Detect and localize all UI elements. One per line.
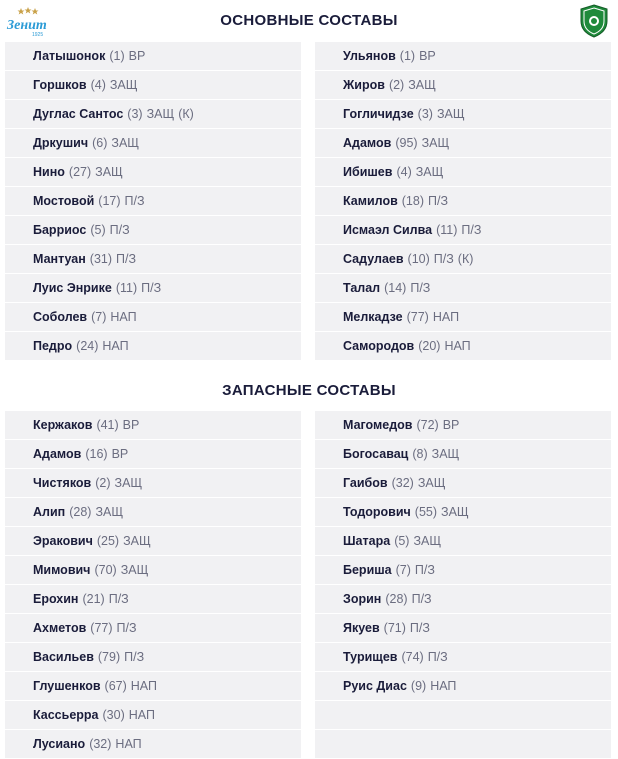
- captain-badge: (К): [457, 252, 474, 266]
- player-number: (3): [127, 107, 143, 121]
- player-row: [315, 614, 611, 642]
- player-position: ВР: [442, 418, 460, 432]
- player-number: (74): [401, 650, 424, 664]
- player-number: (10): [407, 252, 430, 266]
- player-name: Нино: [33, 165, 65, 179]
- player-number: (1): [109, 49, 125, 63]
- player-position: НАП: [110, 310, 137, 324]
- player-name: Алип: [33, 505, 66, 519]
- player-position: ЗАЩ: [441, 505, 469, 519]
- player-number: (32): [391, 476, 414, 490]
- player-number: (6): [92, 136, 108, 150]
- player-name: Талал: [343, 281, 381, 295]
- player-row: [315, 71, 611, 99]
- player-number: (9): [410, 679, 427, 693]
- player-number: (77): [90, 621, 113, 635]
- player-number: (5): [394, 534, 410, 548]
- zenit-logo-text: Зенит: [7, 18, 47, 33]
- player-number: (67): [104, 679, 127, 693]
- player-name: Адамов: [343, 136, 392, 150]
- player-position: ЗАЩ: [114, 476, 143, 490]
- player-position: ВР: [122, 418, 140, 432]
- player-number: (3): [417, 107, 433, 121]
- player-row: [315, 498, 611, 526]
- player-number: (16): [85, 447, 108, 461]
- player-number: (79): [97, 650, 121, 664]
- player-position: ВР: [419, 49, 436, 63]
- zenit-logo-year: 1925: [32, 32, 44, 38]
- player-position: П/З: [141, 281, 162, 295]
- player-position: ЗАЩ: [413, 534, 442, 548]
- player-position: ЗАЩ: [123, 534, 151, 548]
- player-name: Шатара: [343, 534, 391, 548]
- player-name: Магомедов: [343, 418, 413, 432]
- player-row: [315, 42, 611, 70]
- home-starting-list: [5, 42, 301, 361]
- player-position: П/З: [461, 223, 482, 237]
- player-position: П/З: [109, 223, 130, 237]
- player-number: (4): [396, 165, 412, 179]
- player-number: (14): [384, 281, 407, 295]
- player-name: Дуглас Сантос: [33, 107, 124, 121]
- player-position: ЗАЩ: [436, 107, 465, 121]
- player-position: НАП: [130, 679, 157, 693]
- player-position: П/З: [427, 650, 448, 664]
- player-position: ЗАЩ: [109, 78, 138, 92]
- player-number: (77): [406, 310, 429, 324]
- player-number: (18): [401, 194, 424, 208]
- player-position: НАП: [102, 339, 129, 353]
- player-position: НАП: [128, 708, 155, 722]
- captain-badge: (К): [178, 107, 194, 121]
- player-row: [5, 274, 301, 302]
- player-number: (5): [90, 223, 106, 237]
- player-row: [5, 469, 301, 497]
- player-name: Садулаев: [343, 252, 404, 266]
- player-row: [5, 643, 301, 671]
- player-name: Жиров: [343, 78, 385, 92]
- player-row: [5, 42, 301, 70]
- player-name: Кержаков: [33, 418, 93, 432]
- lineups-header: [0, 0, 618, 42]
- player-number: (24): [76, 339, 99, 353]
- player-number: (20): [418, 339, 441, 353]
- player-position: ЗАЩ: [120, 563, 149, 577]
- home-bench-list: [5, 411, 301, 759]
- player-position: НАП: [430, 679, 457, 693]
- player-name: Чистяков: [33, 476, 92, 490]
- player-position: ЗАЩ: [95, 505, 124, 519]
- player-number: (72): [416, 418, 439, 432]
- player-row: [5, 187, 301, 215]
- player-row: [5, 129, 301, 157]
- player-row: [315, 245, 611, 273]
- player-name: Ульянов: [343, 49, 396, 63]
- player-position: ВР: [128, 49, 146, 63]
- player-row: [5, 303, 301, 331]
- player-row: [315, 100, 611, 128]
- player-position: ЗАЩ: [417, 476, 446, 490]
- player-name: Мелкадзе: [343, 310, 403, 324]
- player-name: Соболев: [33, 310, 88, 324]
- akhmat-crest-icon: [579, 4, 609, 38]
- player-row: [315, 672, 611, 700]
- player-row: [5, 245, 301, 273]
- player-name: Мимович: [33, 563, 91, 577]
- player-number: (41): [96, 418, 119, 432]
- player-row: [5, 440, 301, 468]
- player-position: ЗАЩ: [408, 78, 436, 92]
- player-number: (25): [96, 534, 120, 548]
- player-position: П/З: [414, 563, 435, 577]
- player-name: Якуев: [343, 621, 380, 635]
- player-name: Педро: [33, 339, 73, 353]
- player-name: Латышонок: [33, 49, 106, 63]
- player-name: Богосавац: [343, 447, 409, 461]
- player-name: Камилов: [343, 194, 398, 208]
- player-number: (55): [414, 505, 438, 519]
- player-number: (11): [115, 281, 138, 295]
- player-name: Мантуан: [33, 252, 86, 266]
- player-number: (70): [94, 563, 117, 577]
- player-name: Ерохин: [33, 592, 79, 606]
- player-row: [315, 158, 611, 186]
- player-number: (31): [89, 252, 113, 266]
- player-row: [5, 701, 301, 729]
- player-position: П/З: [409, 621, 430, 635]
- player-name: Эракович: [33, 534, 93, 548]
- player-name: Ахметов: [33, 621, 87, 635]
- player-name: Барриос: [33, 223, 87, 237]
- player-number: (1): [399, 49, 416, 63]
- player-name: Гогличидзе: [343, 107, 414, 121]
- player-position: П/З: [116, 621, 137, 635]
- player-name: Луис Энрике: [33, 281, 112, 295]
- player-row: [5, 672, 301, 700]
- player-position: НАП: [432, 310, 460, 324]
- player-row: [5, 71, 301, 99]
- player-row: [315, 469, 611, 497]
- player-number: (27): [68, 165, 92, 179]
- empty-row: [315, 701, 611, 729]
- player-number: (95): [395, 136, 418, 150]
- player-number: (71): [383, 621, 406, 635]
- player-name: Кассьерра: [33, 708, 99, 722]
- player-number: (28): [385, 592, 408, 606]
- player-name: Тодорович: [343, 505, 411, 519]
- player-row: [5, 585, 301, 613]
- player-row: [5, 216, 301, 244]
- player-name: Зорин: [343, 592, 382, 606]
- player-number: (8): [412, 447, 428, 461]
- player-name: Ибишев: [343, 165, 393, 179]
- player-row: [5, 614, 301, 642]
- player-number: (30): [102, 708, 125, 722]
- player-position: НАП: [444, 339, 471, 353]
- player-position: ЗАЩ: [111, 136, 139, 150]
- player-position: П/З: [433, 252, 454, 266]
- player-number: (7): [395, 563, 411, 577]
- player-row: [5, 411, 301, 439]
- player-position: П/З: [410, 281, 431, 295]
- player-row: [315, 643, 611, 671]
- player-row: [315, 585, 611, 613]
- player-position: П/З: [108, 592, 129, 606]
- player-row: [315, 440, 611, 468]
- player-name: Турищев: [343, 650, 398, 664]
- player-position: ЗАЩ: [95, 165, 123, 179]
- player-row: [5, 332, 301, 360]
- player-row: [315, 332, 611, 360]
- player-name: Дркушич: [33, 136, 89, 150]
- player-position: ЗАЩ: [146, 107, 175, 121]
- player-row: [315, 527, 611, 555]
- player-row: [5, 556, 301, 584]
- player-name: Исмаэл Силва: [343, 223, 433, 237]
- player-position: ВР: [111, 447, 129, 461]
- player-row: [315, 411, 611, 439]
- player-name: Мостовой: [33, 194, 95, 208]
- player-row: [315, 556, 611, 584]
- player-row: [5, 158, 301, 186]
- player-position: П/З: [411, 592, 432, 606]
- player-name: Адамов: [33, 447, 82, 461]
- main-lineups-title: ОСНОВНЫЕ СОСТАВЫ: [220, 12, 398, 29]
- player-row: [315, 187, 611, 215]
- player-position: ЗАЩ: [415, 165, 444, 179]
- player-position: П/З: [124, 650, 145, 664]
- player-name: Васильев: [33, 650, 94, 664]
- player-position: ЗАЩ: [431, 447, 460, 461]
- player-number: (21): [82, 592, 105, 606]
- player-number: (2): [388, 78, 405, 92]
- player-name: Глушенков: [33, 679, 101, 693]
- player-row: [5, 527, 301, 555]
- player-row: [315, 129, 611, 157]
- player-number: (7): [91, 310, 107, 324]
- player-name: Руис Диас: [343, 679, 407, 693]
- player-number: (32): [89, 737, 112, 751]
- player-row: [315, 303, 611, 331]
- player-name: Гаибов: [343, 476, 388, 490]
- away-starting-list: [315, 42, 611, 361]
- player-position: П/З: [428, 194, 449, 208]
- player-row: [315, 274, 611, 302]
- player-position: П/З: [116, 252, 137, 266]
- player-name: Самородов: [343, 339, 415, 353]
- bench-lineups-title: ЗАПАСНЫЕ СОСТАВЫ: [222, 382, 396, 399]
- player-number: (17): [98, 194, 121, 208]
- player-name: Бериша: [343, 563, 392, 577]
- player-row: [5, 100, 301, 128]
- player-number: (28): [69, 505, 92, 519]
- player-number: (11): [436, 223, 458, 237]
- player-number: (4): [90, 78, 106, 92]
- player-row: [5, 498, 301, 526]
- away-bench-list: [315, 411, 611, 759]
- player-position: ЗАЩ: [421, 136, 450, 150]
- player-row: [315, 216, 611, 244]
- player-name: Горшков: [33, 78, 87, 92]
- player-position: НАП: [115, 737, 142, 751]
- player-number: (2): [95, 476, 111, 490]
- player-name: Лусиано: [33, 737, 86, 751]
- player-position: П/З: [124, 194, 145, 208]
